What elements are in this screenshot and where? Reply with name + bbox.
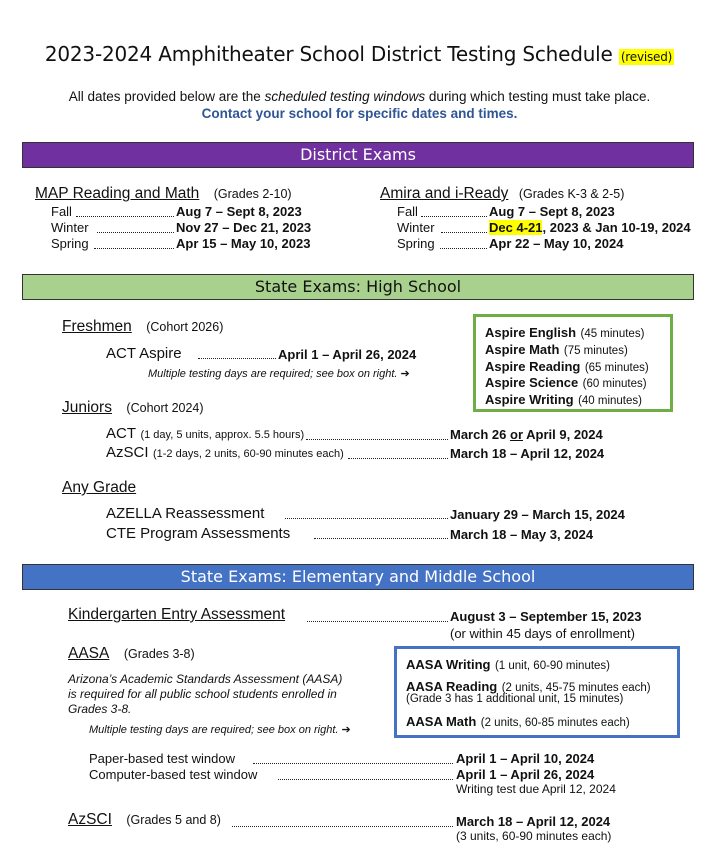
aspire-math-name: Aspire Math	[485, 342, 560, 357]
act-row	[106, 425, 304, 443]
kea-title: Kindergarten Entry Assessment	[68, 606, 286, 623]
aasa-desc-3: Grades 3-8.	[68, 702, 132, 716]
act-aspire-label: ACT Aspire	[106, 345, 182, 362]
paper-label: Paper-based test window	[89, 751, 235, 766]
leader	[232, 826, 453, 827]
aasa-writing	[406, 656, 610, 674]
juniors-heading	[62, 399, 204, 417]
aasa-grades: (Grades 3-8)	[123, 647, 195, 661]
cte-label: CTE Program Assessments	[106, 525, 291, 542]
aspire-writing-time: (40 minutes)	[578, 395, 642, 407]
aspire-english	[485, 324, 644, 342]
leader	[348, 458, 448, 459]
amira-fall-dates: Aug 7 – Sept 8, 2023	[489, 204, 615, 219]
amira-title: Amira and i-Ready	[380, 185, 509, 202]
act-dates	[450, 427, 603, 442]
amira-winter-rest: , 2023 & Jan 10-19, 2024	[542, 220, 691, 235]
high-school-banner: State Exams: High School	[22, 274, 694, 300]
aasa-math-name: AASA Math	[406, 714, 477, 729]
intro-italic: scheduled testing windows	[264, 89, 426, 104]
freshmen-note	[148, 367, 410, 380]
leader	[97, 232, 174, 233]
aspire-math-time: (75 minutes)	[563, 345, 628, 357]
amira-winter-dates	[489, 220, 691, 235]
aspire-writing-name: Aspire Writing	[485, 392, 574, 407]
azsci-elem-title: AzSCI	[68, 811, 112, 828]
computer-dates: April 1 – April 26, 2024	[456, 767, 595, 782]
freshmen-heading	[62, 318, 223, 336]
freshmen-cohort: (Cohort 2026)	[146, 320, 224, 334]
aasa-writing-name: AASA Writing	[406, 657, 491, 672]
azsci-hs-dates: March 18 – April 12, 2024	[450, 446, 605, 461]
district-exams-banner: District Exams	[22, 142, 694, 168]
juniors-cohort: (Cohort 2024)	[126, 401, 204, 415]
leader	[440, 248, 487, 249]
act-label: ACT	[106, 425, 136, 442]
aasa-math-detail: (2 units, 60-85 minutes each)	[480, 717, 630, 729]
amira-grades: (Grades K-3 & 2-5)	[518, 187, 625, 201]
azsci-hs-detail: (1-2 days, 2 units, 60-90 minutes each)	[152, 448, 344, 460]
aasa-reading-name: AASA Reading	[406, 679, 498, 694]
map-winter-label: Winter	[51, 220, 89, 235]
leader	[76, 216, 174, 217]
elementary-banner: State Exams: Elementary and Middle School	[22, 564, 694, 590]
page-title	[0, 42, 719, 66]
leader	[253, 763, 453, 764]
leader	[94, 248, 174, 249]
aspire-box	[473, 314, 673, 412]
aasa-note-text: Multiple testing days are required; see box on right.	[89, 724, 339, 736]
azsci-elem-sub: (3 units, 60-90 minutes each)	[456, 829, 612, 843]
azsci-elem-dates: March 18 – April 12, 2024	[456, 814, 611, 829]
aasa-writing-detail: (1 unit, 60-90 minutes)	[494, 660, 611, 672]
leader	[306, 439, 448, 440]
aasa-reading-detail: (2 units, 45-75 minutes each)	[501, 682, 651, 694]
intro-line	[0, 89, 719, 104]
juniors-title: Juniors	[62, 399, 112, 416]
aspire-science-time: (60 minutes)	[582, 378, 647, 390]
aspire-writing	[485, 391, 642, 409]
arrow-right-icon: ➔	[400, 368, 410, 380]
leader	[421, 216, 487, 217]
leader	[307, 621, 448, 622]
aasa-desc-1: Arizona’s Academic Standards Assessment (AASA)	[68, 672, 343, 686]
kea-sub: (or within 45 days of enrollment)	[450, 626, 635, 641]
azsci-hs-row	[106, 444, 344, 462]
aasa-box	[394, 646, 680, 738]
contact-line: Contact your school for specific dates and times.	[201, 106, 518, 121]
aasa-note	[89, 723, 351, 736]
amira-fall-label: Fall	[397, 204, 418, 219]
aspire-english-time: (45 minutes)	[580, 328, 645, 340]
act-date-a: March 26	[450, 427, 507, 442]
revised-badge: (revised)	[620, 50, 673, 64]
writing-due: Writing test due April 12, 2024	[456, 782, 616, 796]
paper-dates: April 1 – April 10, 2024	[456, 751, 595, 766]
aspire-math	[485, 341, 628, 359]
aasa-reading-sub: (Grade 3 has 1 additional unit, 15 minutes)	[406, 693, 624, 705]
intro-text-1: All dates provided below are the	[68, 89, 265, 104]
azsci-hs-label: AzSCI	[106, 444, 149, 461]
aasa-heading	[68, 645, 195, 663]
amira-spring-dates: Apr 22 – May 10, 2024	[489, 236, 624, 251]
act-date-b: April 9, 2024	[526, 427, 603, 442]
azsci-elem-heading	[68, 811, 221, 829]
map-heading	[35, 185, 292, 203]
map-spring-label: Spring	[51, 236, 89, 251]
map-spring-dates: Apr 15 – May 10, 2023	[176, 236, 311, 251]
azsci-elem-grades: (Grades 5 and 8)	[126, 813, 221, 827]
freshmen-title: Freshmen	[62, 318, 132, 335]
aspire-reading-time: (65 minutes)	[584, 362, 649, 374]
aspire-reading-name: Aspire Reading	[485, 359, 581, 374]
leader	[198, 358, 276, 359]
aspire-science-name: Aspire Science	[485, 375, 579, 390]
act-date-or: or	[510, 427, 523, 442]
arrow-right-icon: ➔	[341, 724, 351, 736]
intro-text-2: during which testing must take place.	[425, 89, 651, 104]
map-title: MAP Reading and Math	[35, 185, 200, 202]
leader	[285, 518, 448, 519]
cte-dates: March 18 – May 3, 2024	[450, 527, 594, 542]
map-grades: (Grades 2-10)	[213, 187, 292, 201]
any-grade-title: Any Grade	[62, 479, 137, 496]
aspire-science	[485, 374, 647, 392]
map-fall-dates: Aug 7 – Sept 8, 2023	[176, 204, 302, 219]
leader	[441, 232, 487, 233]
azella-dates: January 29 – March 15, 2024	[450, 507, 625, 522]
aasa-description	[68, 672, 342, 717]
aasa-title: AASA	[68, 645, 110, 662]
act-detail: (1 day, 5 units, approx. 5.5 hours)	[140, 429, 305, 441]
amira-heading	[380, 185, 624, 203]
kea-dates: August 3 – September 15, 2023	[450, 609, 642, 624]
leader	[314, 538, 448, 539]
freshmen-note-text: Multiple testing days are required; see box on right.	[148, 368, 398, 380]
amira-winter-label: Winter	[397, 220, 435, 235]
map-winter-dates: Nov 27 – Dec 21, 2023	[176, 220, 312, 235]
amira-spring-label: Spring	[397, 236, 435, 251]
amira-winter-highlight: Dec 4-21	[489, 220, 543, 235]
computer-label: Computer-based test window	[89, 767, 258, 782]
azella-label: AZELLA Reassessment	[106, 505, 265, 522]
act-aspire-dates: April 1 – April 26, 2024	[278, 347, 417, 362]
aspire-english-name: Aspire English	[485, 325, 577, 340]
aasa-desc-2: is required for all public school students enrolled in	[68, 687, 337, 701]
title-text: 2023-2024 Amphitheater School District Testing Schedule	[44, 42, 613, 66]
map-fall-label: Fall	[51, 204, 72, 219]
aasa-math	[406, 713, 630, 731]
leader	[278, 779, 453, 780]
